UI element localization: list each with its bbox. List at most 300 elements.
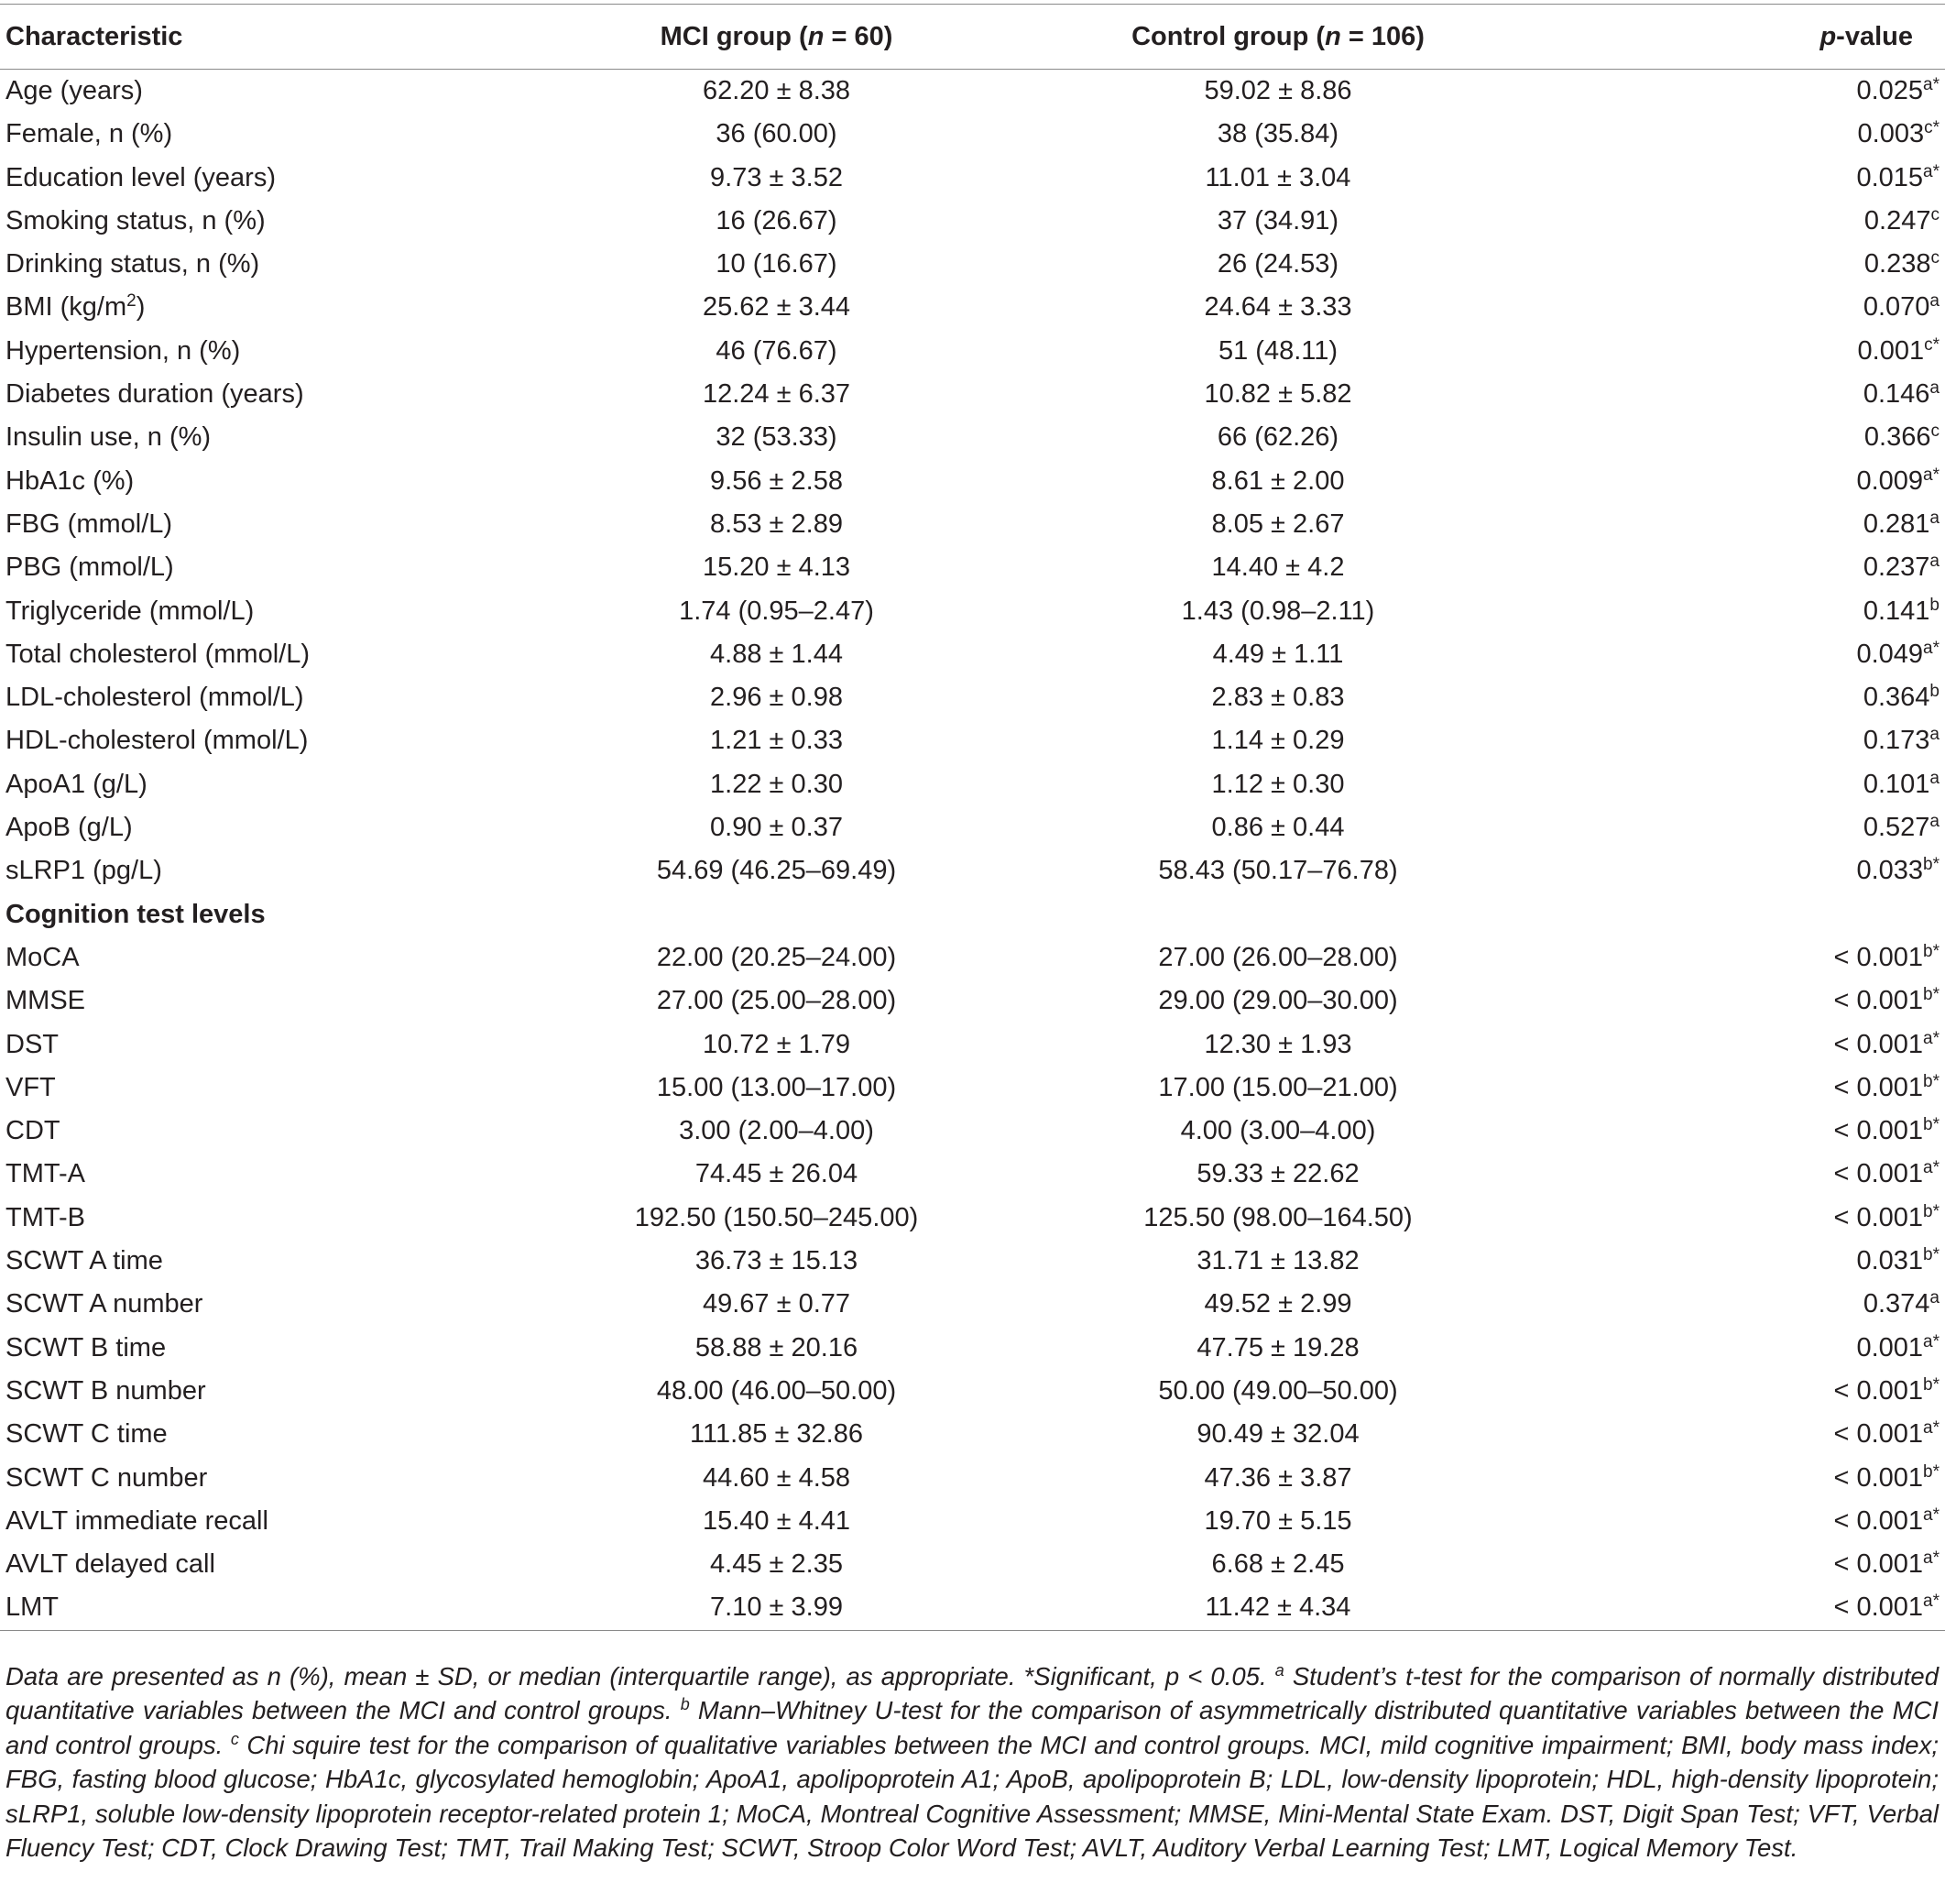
cell-characteristic xyxy=(0,1327,550,1370)
cell-p-value xyxy=(1718,676,1945,719)
cell-p-value xyxy=(1718,1586,1945,1630)
p-value-text: 0.003 xyxy=(1857,119,1925,149)
p-value-superscript: b* xyxy=(1923,855,1940,875)
cell-p-value xyxy=(1718,286,1945,329)
characteristics-table xyxy=(0,4,1945,1631)
cell-control-value: 1.12 ± 0.30 xyxy=(1211,769,1345,799)
cell-control-value: 8.61 ± 2.00 xyxy=(1211,465,1345,496)
p-value-superscript: a* xyxy=(1923,1548,1940,1569)
cell-p-value xyxy=(1718,1153,1945,1196)
cell-label-prefix: BMI (kg/m xyxy=(5,292,127,323)
header-p-suffix: -value xyxy=(1836,22,1913,51)
table-row xyxy=(0,1283,1945,1326)
cell-characteristic xyxy=(0,157,550,200)
cell-mci-value: 2.96 ± 0.98 xyxy=(710,683,843,713)
p-value-text: 0.070 xyxy=(1863,292,1930,323)
cell-mci-value: 58.88 ± 20.16 xyxy=(694,1332,858,1362)
p-value-text: 0.238 xyxy=(1863,249,1931,279)
cell-characteristic xyxy=(0,1370,550,1413)
cell-characteristic xyxy=(0,806,550,849)
cell-characteristic xyxy=(0,1543,550,1586)
cell-mci-value: 7.10 ± 3.99 xyxy=(550,1586,957,1630)
table-row xyxy=(0,157,1945,200)
cell-control-value: 59.02 ± 8.86 xyxy=(1204,76,1352,105)
cell-characteristic xyxy=(0,200,550,243)
cell-label: MoCA xyxy=(5,942,80,972)
footnote-text-3: Mann–Whitney U-test for the comparison of asymmetrically distributed quantitative variables between the MCI and control groups. xyxy=(5,1696,1939,1759)
cell-p-value xyxy=(1718,1283,1945,1326)
cell-mci-value: 111.85 ± 32.86 xyxy=(690,1419,863,1450)
cell-control-value: 12.30 ± 1.93 xyxy=(1204,1029,1352,1059)
cell-characteristic xyxy=(0,1023,550,1067)
table-row xyxy=(0,70,1945,114)
cell-mci-value: 0.90 ± 0.37 xyxy=(710,813,843,843)
p-value-text: 0.146 xyxy=(1863,379,1930,410)
cell-mci-value: 8.53 ± 2.89 xyxy=(710,509,843,539)
cell-control-value: 14.40 ± 4.2 xyxy=(1211,553,1345,583)
cell-control-value: 11.42 ± 4.34 xyxy=(957,1586,1718,1630)
cell-mci-value: 10.72 ± 1.79 xyxy=(702,1029,851,1059)
cell-control-value: 59.33 ± 22.62 xyxy=(1197,1159,1360,1189)
p-value-superscript: a* xyxy=(1923,161,1940,181)
header-p-value xyxy=(1718,5,1945,70)
p-value-superscript: a* xyxy=(1923,638,1940,658)
footnote-sup-b: b xyxy=(680,1695,690,1714)
p-value-text: 0.025 xyxy=(1856,76,1924,105)
cell-mci-value: 46 (76.67) xyxy=(716,335,837,366)
p-value-superscript: b xyxy=(1929,682,1940,702)
cell-p-value xyxy=(1718,1023,1945,1067)
cell-mci-value: 48.00 (46.00–50.00) xyxy=(656,1375,897,1406)
cell-label: MMSE xyxy=(5,986,85,1016)
header-mci-group xyxy=(550,5,957,70)
p-value-superscript: a xyxy=(1929,291,1940,312)
table-row xyxy=(0,1110,1945,1153)
table-row xyxy=(0,1370,1945,1413)
p-value-text: < 0.001 xyxy=(1833,1029,1924,1059)
p-value-superscript: a xyxy=(1929,378,1940,399)
cell-control-value: 90.49 ± 32.04 xyxy=(1197,1419,1360,1450)
p-value-superscript: a xyxy=(1929,508,1940,528)
cell-control-value: 66 (62.26) xyxy=(1217,422,1339,453)
cell-label: SCWT B number xyxy=(5,1375,206,1406)
cell-label: sLRP1 (pg/L) xyxy=(5,856,162,886)
p-value-superscript: c* xyxy=(1924,118,1940,138)
cell-characteristic xyxy=(0,1067,550,1110)
cell-p-value xyxy=(1718,719,1945,762)
footnote-text-1: Data are presented as n (%), mean ± SD, or median (interquartile range), as appropriate. *Significant, p < 0.05. xyxy=(5,1662,1275,1691)
cell-mci-value: 36.73 ± 15.13 xyxy=(694,1246,858,1276)
table-row xyxy=(0,806,1945,849)
table-row xyxy=(0,503,1945,546)
p-value-superscript: a* xyxy=(1923,1592,1940,1612)
cell-label-suffix: ) xyxy=(136,292,146,323)
cell-mci-value: 4.88 ± 1.44 xyxy=(710,639,843,669)
cell-control-value: 47.75 ± 19.28 xyxy=(1197,1332,1360,1362)
table-row xyxy=(0,1240,1945,1283)
cell-label: Diabetes duration (years) xyxy=(5,379,304,410)
cell-label: Education level (years) xyxy=(5,162,276,192)
table-footnote xyxy=(5,1659,1939,1865)
cell-control-value: 4.49 ± 1.11 xyxy=(1212,639,1344,669)
header-control-group xyxy=(957,5,1718,70)
p-value-superscript: b* xyxy=(1923,1115,1940,1135)
table-row xyxy=(0,1543,1945,1586)
cell-label: LDL-cholesterol (mmol/L) xyxy=(5,683,304,713)
p-value-text: 0.031 xyxy=(1856,1246,1924,1276)
cell-mci-value: 25.62 ± 3.44 xyxy=(702,292,851,323)
footnote-text-2: Student’s t-test for the comparison of normally distributed quantitative variables between the MCI and control groups. xyxy=(5,1662,1940,1725)
cell-p-value xyxy=(1718,243,1945,286)
p-value-superscript: b* xyxy=(1923,1374,1940,1395)
cell-control-value: 10.82 ± 5.82 xyxy=(1204,379,1352,410)
cell-label: Insulin use, n (%) xyxy=(5,422,212,453)
cell-p-value xyxy=(1718,1457,1945,1500)
p-value-superscript: a* xyxy=(1923,75,1940,94)
cell-characteristic xyxy=(0,546,550,589)
cell-mci-value: 15.40 ± 4.41 xyxy=(702,1505,851,1536)
p-value-text: < 0.001 xyxy=(1833,1462,1924,1493)
cell-control-value: 4.00 (3.00–4.00) xyxy=(1180,1116,1376,1146)
cell-mci-value: 9.56 ± 2.58 xyxy=(710,465,843,496)
cell-p-value xyxy=(1718,1500,1945,1543)
cell-mci-value: 74.45 ± 26.04 xyxy=(694,1159,858,1189)
cell-control-value: 8.05 ± 2.67 xyxy=(1211,509,1345,539)
p-value-superscript: b* xyxy=(1923,941,1940,961)
p-value-superscript: c* xyxy=(1924,334,1940,355)
cell-control-value: 31.71 ± 13.82 xyxy=(1197,1246,1360,1276)
cell-characteristic xyxy=(0,633,550,676)
cell-characteristic xyxy=(0,1413,550,1456)
header-control-suffix: = 106) xyxy=(1340,22,1425,51)
cell-label: SCWT C number xyxy=(5,1462,208,1493)
cell-p-value xyxy=(1718,1110,1945,1153)
p-value-text: < 0.001 xyxy=(1833,1116,1924,1146)
section-row xyxy=(0,893,1945,936)
cell-p-value xyxy=(1718,936,1945,979)
cell-control-value: 125.50 (98.00–164.50) xyxy=(1143,1202,1413,1232)
cell-p-value xyxy=(1718,113,1945,156)
table-row xyxy=(0,286,1945,329)
cell-mci-value: 1.22 ± 0.30 xyxy=(710,769,843,799)
p-value-text: 0.247 xyxy=(1863,205,1931,235)
cell-label: Smoking status, n (%) xyxy=(5,205,266,235)
p-value-text: 0.015 xyxy=(1856,162,1924,192)
header-mci-suffix: = 60) xyxy=(824,22,893,51)
cell-mci-value: 22.00 (20.25–24.00) xyxy=(656,942,897,972)
cell-characteristic xyxy=(0,979,550,1023)
cell-p-value xyxy=(1718,416,1945,459)
table-row xyxy=(0,373,1945,416)
cell-label: ApoA1 (g/L) xyxy=(5,769,148,799)
p-value-superscript: b xyxy=(1929,595,1940,615)
cell-p-value xyxy=(1718,503,1945,546)
cell-label: AVLT immediate recall xyxy=(5,1505,268,1536)
p-value-superscript: b* xyxy=(1923,1461,1940,1482)
p-value-text: 0.033 xyxy=(1856,856,1924,886)
cell-characteristic xyxy=(0,1283,550,1326)
header-p-italic: p xyxy=(1819,22,1837,51)
cell-p-value xyxy=(1718,1327,1945,1370)
p-value-superscript: a xyxy=(1929,725,1940,745)
p-value-text: 0.364 xyxy=(1863,683,1930,713)
cell-mci-value: 32 (53.33) xyxy=(716,422,837,453)
p-value-superscript: c xyxy=(1930,248,1940,268)
cell-mci-value: 16 (26.67) xyxy=(716,205,837,235)
cell-p-value xyxy=(1718,633,1945,676)
cell-label: SCWT B time xyxy=(5,1332,167,1362)
cell-mci-value: 12.24 ± 6.37 xyxy=(702,379,851,410)
p-value-superscript: a* xyxy=(1923,1158,1940,1178)
cell-characteristic xyxy=(0,503,550,546)
cell-label: SCWT A time xyxy=(5,1246,163,1276)
cell-p-value xyxy=(1718,806,1945,849)
cell-control-value: 1.43 (0.98–2.11) xyxy=(1181,596,1375,626)
table-row xyxy=(0,243,1945,286)
p-value-text: 0.001 xyxy=(1857,335,1925,366)
cell-label: Age (years) xyxy=(5,76,143,105)
cell-mci-value: 62.20 ± 8.38 xyxy=(702,76,851,105)
table-header xyxy=(0,5,1945,70)
p-value-text: 0.001 xyxy=(1856,1332,1924,1362)
cell-characteristic xyxy=(0,1500,550,1543)
cell-control-value: 1.14 ± 0.29 xyxy=(1211,726,1345,756)
p-value-superscript: a* xyxy=(1923,1028,1940,1048)
cell-characteristic xyxy=(0,1197,550,1240)
cell-characteristic xyxy=(0,460,550,503)
cell-label: CDT xyxy=(5,1116,60,1146)
cell-mci-value: 192.50 (150.50–245.00) xyxy=(634,1202,919,1232)
p-value-superscript: a xyxy=(1929,552,1940,572)
cell-label: TMT-A xyxy=(5,1159,85,1189)
cell-label: AVLT delayed call xyxy=(5,1549,215,1580)
cell-p-value xyxy=(1718,546,1945,589)
cell-control-value: 0.86 ± 0.44 xyxy=(1211,813,1345,843)
cell-p-value xyxy=(1718,849,1945,892)
cell-control-value: 51 (48.11) xyxy=(1218,335,1339,366)
cell-p-value xyxy=(1718,1197,1945,1240)
cell-mci-value: 9.73 ± 3.52 xyxy=(710,162,843,192)
cell-characteristic xyxy=(0,70,550,114)
cell-label: VFT xyxy=(5,1072,56,1102)
cell-label: LMT xyxy=(5,1592,59,1623)
cell-characteristic xyxy=(0,373,550,416)
cell-characteristic xyxy=(0,113,550,156)
cell-label: Hypertension, n (%) xyxy=(5,335,241,366)
p-value-text: 0.374 xyxy=(1863,1289,1930,1319)
p-value-superscript: a* xyxy=(1923,1505,1940,1525)
p-value-text: 0.237 xyxy=(1863,553,1930,583)
cell-label: Triglyceride (mmol/L) xyxy=(5,596,255,626)
header-row xyxy=(0,5,1945,70)
p-value-superscript: a* xyxy=(1923,1418,1940,1439)
table-row xyxy=(0,849,1945,892)
p-value-superscript: a xyxy=(1929,768,1940,788)
cell-p-value xyxy=(1718,330,1945,373)
cell-p-value xyxy=(1718,590,1945,633)
cell-characteristic xyxy=(0,676,550,719)
cell-mci-value: 3.00 (2.00–4.00) xyxy=(679,1116,874,1146)
cell-characteristic xyxy=(0,1240,550,1283)
cell-mci-value: 54.69 (46.25–69.49) xyxy=(656,856,897,886)
table-body xyxy=(0,70,1945,1631)
cell-control-value: 6.68 ± 2.45 xyxy=(1211,1549,1345,1580)
table-row xyxy=(0,113,1945,156)
cell-mci-value: 44.60 ± 4.58 xyxy=(702,1462,851,1493)
p-value-superscript: c xyxy=(1930,204,1940,224)
cell-label: FBG (mmol/L) xyxy=(5,509,173,539)
table-row xyxy=(0,546,1945,589)
table-row xyxy=(0,633,1945,676)
cell-characteristic xyxy=(0,763,550,806)
cell-p-value xyxy=(1718,157,1945,200)
p-value-text: < 0.001 xyxy=(1833,1592,1924,1623)
header-control-n: n xyxy=(1325,22,1341,51)
cell-p-value xyxy=(1718,1413,1945,1456)
cell-characteristic xyxy=(0,936,550,979)
table-row xyxy=(0,1457,1945,1500)
cell-p-value xyxy=(1718,460,1945,503)
header-mci-prefix: MCI group ( xyxy=(660,22,808,51)
p-value-text: 0.366 xyxy=(1863,422,1931,453)
table-row xyxy=(0,676,1945,719)
cell-mci-value: 15.00 (13.00–17.00) xyxy=(656,1072,897,1102)
p-value-text: 0.527 xyxy=(1863,813,1930,843)
cell-p-value xyxy=(1718,979,1945,1023)
section-heading: Cognition test levels xyxy=(5,899,266,929)
cell-label: Female, n (%) xyxy=(5,119,173,149)
cell-characteristic xyxy=(0,1153,550,1196)
cell-control-value: 49.52 ± 2.99 xyxy=(1204,1289,1352,1319)
cell-characteristic xyxy=(0,330,550,373)
p-value-text: 0.101 xyxy=(1863,769,1930,799)
footnote-text-4: Chi squire test for the comparison of qualitative variables between the MCI and control groups. MCI, mild cognitive impairment; BMI, body mass index; FBG, fasting blood glucose; HbA1c, glycosylated hemoglobin; ApoA1, apolipoprotein A1; ApoB, apolipoprotein B; LDL, low-density lipoprotein; HDL, high-density lipoprotein; sLRP1, soluble low-density lipoprotein receptor-related protein 1; MoCA, Montreal Cognitive Assessment; MMSE, Mini-Mental State Exam. DST, Digit Span Test; VFT, Verbal Fluency Test; CDT, Clock Drawing Test; TMT, Trail Making Test; SCWT, Stroop Color Word Test; AVLT, Auditory Verbal Learning Test; LMT, Logical Memory Test. xyxy=(5,1730,1939,1863)
cell-label: SCWT A number xyxy=(5,1289,203,1319)
cell-control-value: 11.01 ± 3.04 xyxy=(1205,162,1351,192)
p-value-text: < 0.001 xyxy=(1833,1375,1924,1406)
p-value-text: < 0.001 xyxy=(1833,1549,1924,1580)
cell-label: SCWT C time xyxy=(5,1419,168,1450)
p-value-text: < 0.001 xyxy=(1833,986,1924,1016)
cell-characteristic xyxy=(0,243,550,286)
table-row xyxy=(0,1500,1945,1543)
cell-label: HbA1c (%) xyxy=(5,465,135,496)
p-value-text: 0.049 xyxy=(1856,639,1924,669)
p-value-text: 0.009 xyxy=(1856,465,1924,496)
cell-control-value: 19.70 ± 5.15 xyxy=(1204,1505,1352,1536)
cell-characteristic xyxy=(0,590,550,633)
header-characteristic-text: Characteristic xyxy=(5,22,183,51)
footnote-sup-a: a xyxy=(1274,1661,1284,1680)
cell-label: PBG (mmol/L) xyxy=(5,553,174,583)
table-row xyxy=(0,1586,1945,1630)
p-value-text: 0.141 xyxy=(1863,596,1930,626)
cell-control-value: 24.64 ± 3.33 xyxy=(1204,292,1352,323)
cell-mci-value: 1.21 ± 0.33 xyxy=(710,726,843,756)
cell-p-value xyxy=(1718,200,1945,243)
cell-characteristic xyxy=(0,1586,550,1630)
p-value-superscript: b* xyxy=(1923,1201,1940,1221)
table-row xyxy=(0,979,1945,1023)
table-row xyxy=(0,1327,1945,1370)
p-value-superscript: a* xyxy=(1923,1331,1940,1351)
table-row xyxy=(0,719,1945,762)
cell-control-value: 26 (24.53) xyxy=(1217,249,1339,279)
cell-characteristic xyxy=(0,286,550,329)
cell-control-value: 50.00 (49.00–50.00) xyxy=(1158,1375,1398,1406)
cell-label: Total cholesterol (mmol/L) xyxy=(5,639,310,669)
header-control-prefix: Control group ( xyxy=(1131,22,1326,51)
cell-label: HDL-cholesterol (mmol/L) xyxy=(5,726,309,756)
cell-characteristic xyxy=(0,719,550,762)
cell-mci-value: 1.74 (0.95–2.47) xyxy=(679,596,874,626)
cell-label-superscript: 2 xyxy=(126,291,137,312)
table-row xyxy=(0,460,1945,503)
cell-control-value: 29.00 (29.00–30.00) xyxy=(1158,986,1398,1016)
cell-p-value xyxy=(1718,1543,1945,1586)
cell-control-value: 27.00 (26.00–28.00) xyxy=(1158,942,1398,972)
p-value-text: < 0.001 xyxy=(1833,1505,1924,1536)
p-value-text: < 0.001 xyxy=(1833,1202,1924,1232)
p-value-superscript: c xyxy=(1930,421,1940,442)
p-value-text: < 0.001 xyxy=(1833,942,1924,972)
p-value-superscript: a xyxy=(1929,812,1940,832)
table-row xyxy=(0,200,1945,243)
cell-mci-value: 49.67 ± 0.77 xyxy=(702,1289,851,1319)
table-row xyxy=(0,936,1945,979)
p-value-text: < 0.001 xyxy=(1833,1159,1924,1189)
cell-characteristic xyxy=(0,416,550,459)
header-mci-n: n xyxy=(807,22,825,51)
cell-p-value xyxy=(1718,1370,1945,1413)
table-row xyxy=(0,1153,1945,1196)
cell-mci-value: 10 (16.67) xyxy=(716,249,837,279)
table-row xyxy=(0,1413,1945,1456)
cell-p-value xyxy=(1718,373,1945,416)
cell-p-value xyxy=(1718,1067,1945,1110)
cell-control-value: 17.00 (15.00–21.00) xyxy=(1158,1072,1398,1102)
cell-characteristic xyxy=(0,849,550,892)
p-value-superscript: b* xyxy=(1923,985,1940,1005)
table-row xyxy=(0,1067,1945,1110)
cell-mci-value: 4.45 ± 2.35 xyxy=(710,1549,843,1580)
p-value-text: < 0.001 xyxy=(1833,1419,1924,1450)
cell-characteristic xyxy=(0,1110,550,1153)
header-characteristic xyxy=(0,5,550,70)
table-row xyxy=(0,330,1945,373)
table-row xyxy=(0,590,1945,633)
cell-label: Drinking status, n (%) xyxy=(5,249,260,279)
cell-mci-value: 15.20 ± 4.13 xyxy=(702,553,851,583)
p-value-superscript: a xyxy=(1929,1288,1940,1308)
cell-control-value: 47.36 ± 3.87 xyxy=(1204,1462,1352,1493)
p-value-superscript: a* xyxy=(1923,465,1940,485)
cell-label: ApoB (g/L) xyxy=(5,813,133,843)
p-value-text: < 0.001 xyxy=(1833,1072,1924,1102)
cell-p-value xyxy=(1718,1240,1945,1283)
cell-characteristic xyxy=(0,1457,550,1500)
cell-control-value: 2.83 ± 0.83 xyxy=(1211,683,1345,713)
cell-mci-value: 36 (60.00) xyxy=(716,119,837,149)
p-value-text: 0.281 xyxy=(1863,509,1930,539)
cell-label: TMT-B xyxy=(5,1202,85,1232)
table-row xyxy=(0,763,1945,806)
cell-mci-value: 27.00 (25.00–28.00) xyxy=(656,986,897,1016)
cell-label: DST xyxy=(5,1029,59,1059)
p-value-superscript: b* xyxy=(1923,1071,1940,1091)
cell-control-value: 58.43 (50.17–76.78) xyxy=(1158,856,1398,886)
cell-p-value xyxy=(1718,70,1945,114)
